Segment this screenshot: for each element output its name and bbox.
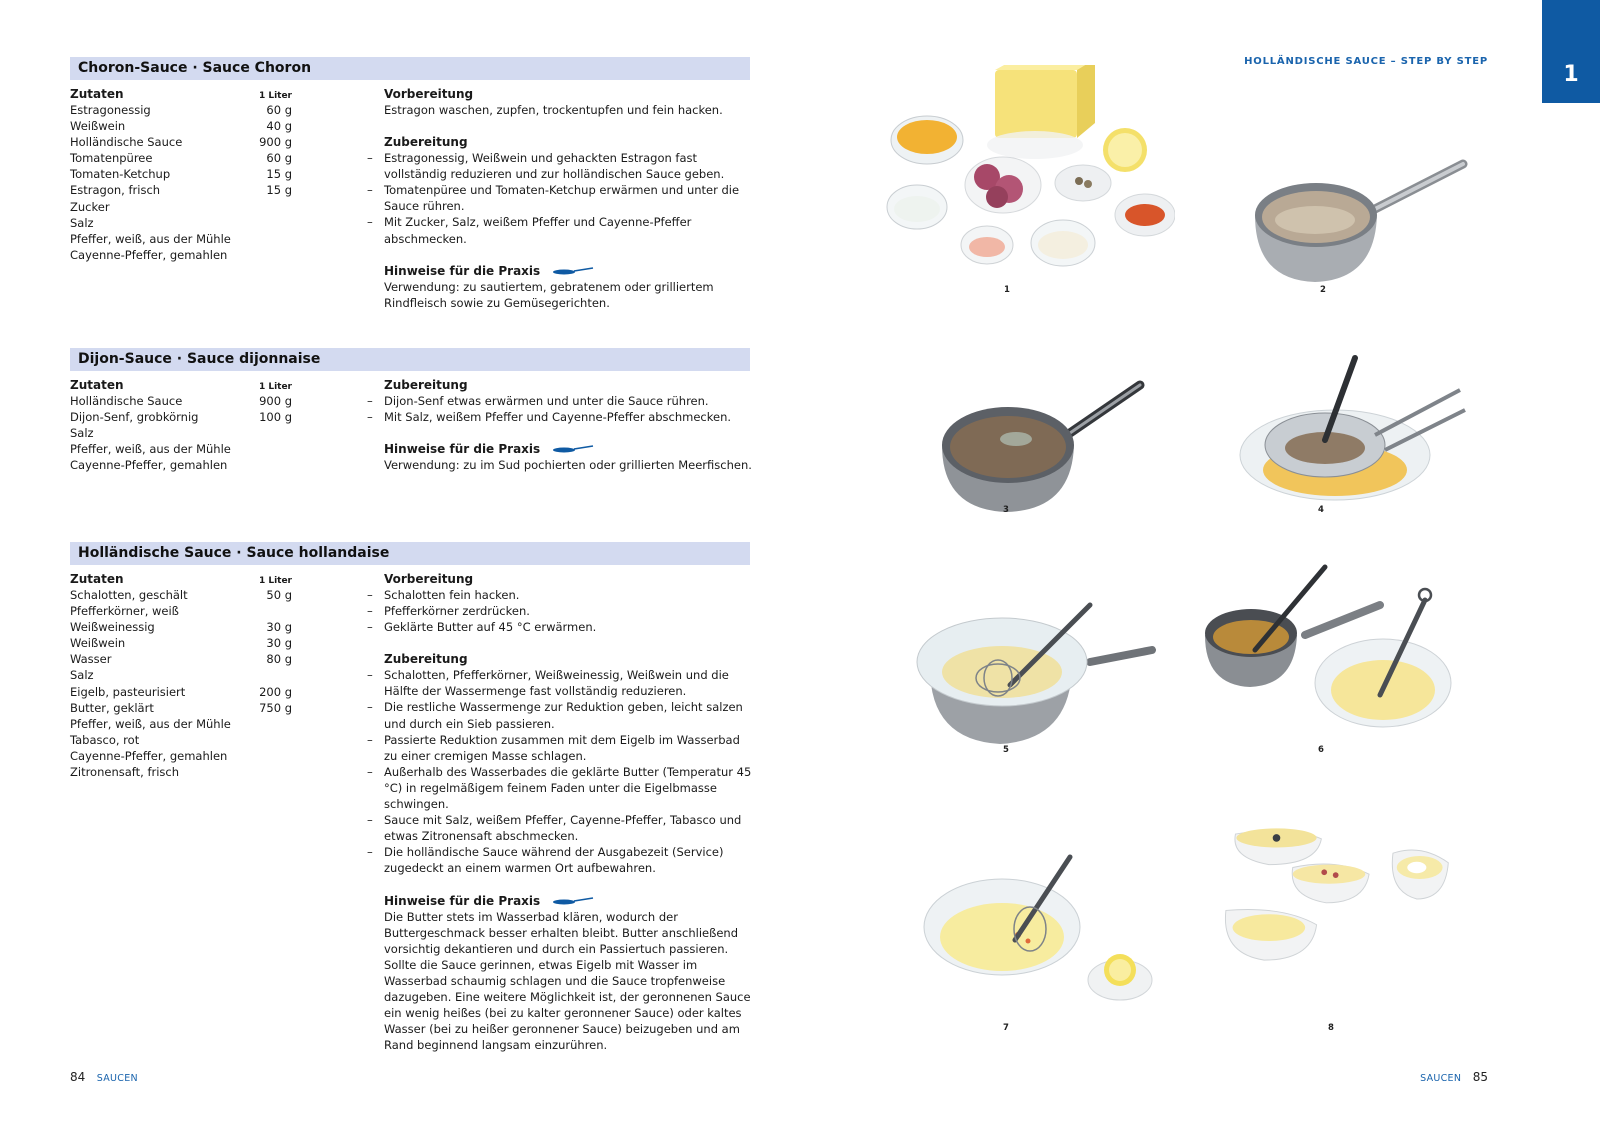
- method-step: [367, 699, 754, 731]
- ingredient-row: [70, 409, 292, 425]
- ingredient-qty: 60 g: [266, 151, 292, 166]
- yield-heading: 1 Liter: [258, 576, 292, 586]
- method-heading: Zubereitung: [384, 135, 468, 150]
- step-label-8: 8: [1328, 1023, 1334, 1033]
- ingredient-name: Weißwein: [70, 119, 126, 134]
- step-photo-2: [1245, 120, 1535, 330]
- ingredient-row: [70, 667, 292, 683]
- pan-icon: [552, 897, 594, 905]
- step-text: Mit Zucker, Salz, weißem Pfeffer und Cayenne-Pfeffer abschmecken.: [384, 215, 692, 246]
- step-label-2: 2: [1320, 285, 1326, 295]
- ingredient-name: Eigelb, pasteurisiert: [70, 684, 186, 699]
- preparation-column: [367, 86, 754, 311]
- hint-heading-text: Hinweise für die Praxis: [384, 263, 541, 278]
- yield-heading: 1 Liter: [258, 382, 292, 392]
- ingredient-name: Zucker: [70, 199, 110, 214]
- yield-heading: 1 Liter: [258, 91, 292, 101]
- step-dash: –: [367, 151, 373, 166]
- step-text: Geklärte Butter auf 45 °C erwärmen.: [384, 620, 597, 635]
- step-photo-1: [885, 65, 1175, 275]
- ingredient-name: Zitronensaft, frisch: [70, 765, 180, 780]
- method-step: [367, 393, 754, 409]
- ingredient-row: [70, 231, 292, 247]
- ingredient-row: [70, 651, 292, 667]
- method-step: [367, 587, 754, 603]
- ingredient-row: [70, 425, 292, 441]
- ingredient-row: [70, 134, 292, 150]
- section-label: SAUCEN: [96, 1073, 138, 1084]
- step-dash: –: [367, 668, 373, 683]
- hint-heading-text: Hinweise für die Praxis: [384, 893, 541, 908]
- ingredient-name: Dijon-Senf, grobkörnig: [70, 410, 199, 425]
- ingredient-row: [70, 215, 292, 231]
- ingredient-row: [70, 102, 292, 118]
- hint-heading-text: Hinweise für die Praxis: [384, 442, 541, 457]
- ingredients-heading: Zutaten: [70, 378, 124, 392]
- ingredient-qty: 60 g: [266, 103, 292, 117]
- ingredients-heading: Zutaten: [70, 572, 124, 586]
- method-step: [367, 214, 754, 246]
- ingredient-row: [70, 199, 292, 215]
- step-text: Die holländische Sauce während der Ausgabezeit (Service) zugedeckt an einem warmen Ort aufbewahren.: [384, 845, 724, 876]
- ingredient-qty: 30 g: [266, 636, 292, 651]
- hint-heading: [384, 441, 754, 457]
- step-photo-6: [1195, 555, 1485, 765]
- ingredient-row: [70, 764, 292, 780]
- recipe-title: Holländische Sauce · Sauce hollandaise: [70, 542, 750, 565]
- ingredient-row: [70, 166, 292, 182]
- hint-text: Verwendung: zu im Sud pochierten oder grillierten Meerfischen.: [384, 458, 752, 473]
- prep-heading: Vorbereitung: [384, 572, 474, 586]
- method-step: [367, 182, 754, 214]
- method-step: [367, 844, 754, 876]
- footer-left: [70, 1070, 138, 1084]
- ingredient-name: Holländische Sauce: [70, 394, 183, 408]
- chapter-number: 1: [1563, 62, 1579, 87]
- ingredient-name: Pfefferkörner, weiß: [70, 604, 179, 619]
- preparation-column: [367, 571, 754, 1053]
- ingredients-list: [70, 571, 292, 780]
- step-label-7: 7: [1003, 1023, 1009, 1033]
- page-number: 85: [1472, 1070, 1488, 1084]
- ingredient-qty: 80 g: [266, 652, 292, 667]
- pan-icon: [552, 445, 594, 453]
- step-dash: –: [367, 215, 373, 230]
- ingredient-qty: 40 g: [266, 119, 292, 134]
- step-dash: –: [367, 604, 373, 619]
- step-dash: –: [367, 410, 373, 425]
- method-step: [367, 667, 754, 699]
- ingredient-row: [70, 441, 292, 457]
- ingredient-qty: 200 g: [259, 684, 292, 699]
- ingredient-name: Pfeffer, weiß, aus der Mühle: [70, 231, 231, 246]
- ingredient-row: [70, 684, 292, 700]
- recipe-dijon: [70, 348, 750, 497]
- step-label-1: 1: [1004, 285, 1010, 295]
- ingredient-name: Wasser: [70, 652, 112, 667]
- ingredient-qty: 15 g: [266, 167, 292, 182]
- ingredient-qty: 750 g: [259, 700, 292, 715]
- ingredient-row: [70, 619, 292, 635]
- ingredient-name: Salz: [70, 668, 94, 683]
- ingredient-qty: 900 g: [259, 394, 292, 408]
- step-dash: –: [367, 813, 373, 828]
- ingredient-row: [70, 635, 292, 651]
- ingredient-row: [70, 393, 292, 409]
- hint-heading: [384, 263, 754, 279]
- method-heading: Zubereitung: [384, 652, 468, 667]
- ingredient-qty: 900 g: [259, 135, 292, 150]
- ingredient-name: Holländische Sauce: [70, 135, 183, 150]
- ingredient-name: Butter, geklärt: [70, 700, 154, 715]
- ingredient-name: Tomaten-Ketchup: [70, 167, 171, 182]
- section-label: SAUCEN: [1420, 1073, 1462, 1084]
- step-photo-7: [920, 840, 1210, 1050]
- ingredient-name: Weißweinessig: [70, 620, 155, 635]
- step-photo-5: [910, 575, 1200, 785]
- ingredients-list: [70, 377, 292, 473]
- running-header: HOLLÄNDISCHE SAUCE – STEP BY STEP: [1244, 56, 1488, 67]
- ingredients-heading: Zutaten: [70, 87, 124, 101]
- step-dash: –: [367, 620, 373, 635]
- ingredient-name: Pfeffer, weiß, aus der Mühle: [70, 442, 231, 457]
- method-step: [367, 812, 754, 844]
- step-label-4: 4: [1318, 505, 1324, 515]
- method-step: [367, 150, 754, 182]
- ingredient-name: Estragon, frisch: [70, 183, 161, 198]
- step-photo-4: [1225, 330, 1515, 540]
- ingredient-qty: 50 g: [266, 588, 292, 602]
- ingredient-row: [70, 182, 292, 198]
- method-heading: Zubereitung: [384, 378, 468, 392]
- step-dash: –: [367, 700, 373, 715]
- step-label-6: 6: [1318, 745, 1324, 755]
- step-text: Schalotten, Pfefferkörner, Weißweinessig, Weißwein und die Hälfte der Wassermenge fast vollständig reduzieren.: [384, 668, 729, 699]
- recipe-title: Choron-Sauce · Sauce Choron: [70, 57, 750, 80]
- pan-icon: [552, 267, 594, 275]
- step-dash: –: [367, 845, 373, 860]
- method-step: [367, 764, 754, 812]
- step-dash: –: [367, 394, 373, 408]
- ingredient-qty: 15 g: [266, 183, 292, 198]
- ingredient-name: Cayenne-Pfeffer, gemahlen: [70, 748, 228, 763]
- ingredient-row: [70, 603, 292, 619]
- ingredient-name: Pfeffer, weiß, aus der Mühle: [70, 716, 231, 731]
- method-step: [367, 603, 754, 619]
- step-dash: –: [367, 588, 373, 602]
- hint-heading: [384, 893, 754, 909]
- step-text: Pfefferkörner zerdrücken.: [384, 604, 530, 619]
- footer-right: [1420, 1070, 1488, 1084]
- ingredient-row: [70, 732, 292, 748]
- step-dash: –: [367, 764, 373, 779]
- step-text: Außerhalb des Wasserbades die geklärte Butter (Temperatur 45 °C) in regelmäßigem feinem Faden unter die Eigelbmasse schwingen.: [384, 764, 752, 812]
- step-text: Schalotten fein hacken.: [384, 588, 520, 602]
- step-text: Mit Salz, weißem Pfeffer und Cayenne-Pfeffer abschmecken.: [384, 410, 732, 425]
- step-text: Passierte Reduktion zusammen mit dem Eigelb im Wasserbad zu einer cremigen Masse schlagen.: [384, 732, 740, 763]
- ingredient-row: [70, 457, 292, 473]
- page-number: 84: [70, 1070, 86, 1084]
- ingredient-name: Cayenne-Pfeffer, gemahlen: [70, 458, 228, 473]
- chapter-tab: [1542, 0, 1600, 103]
- ingredient-row: [70, 118, 292, 134]
- ingredient-row: [70, 247, 292, 263]
- step-text: Sauce mit Salz, weißem Pfeffer, Cayenne-Pfeffer, Tabasco und etwas Zitronensaft abschmecken.: [384, 813, 742, 844]
- prep-text: Estragon waschen, zupfen, trockentupfen und fein hacken.: [384, 103, 723, 117]
- ingredient-name: Salz: [70, 215, 94, 230]
- recipe-choron: [70, 57, 750, 336]
- method-step: [367, 619, 754, 635]
- step-label-5: 5: [1003, 745, 1009, 755]
- ingredient-row: [70, 716, 292, 732]
- step-text: Die restliche Wassermenge zur Reduktion geben, leicht salzen und durch ein Sieb passieren.: [384, 700, 743, 731]
- step-dash: –: [367, 183, 373, 198]
- ingredient-row: [70, 748, 292, 764]
- ingredient-name: Cayenne-Pfeffer, gemahlen: [70, 247, 228, 262]
- ingredient-name: Tabasco, rot: [70, 732, 140, 747]
- step-dash: –: [367, 732, 373, 747]
- step-label-3: 3: [1003, 505, 1009, 515]
- recipe-hollandaise: [70, 542, 752, 1053]
- step-text: Estragonessig, Weißwein und gehackten Estragon fast vollständig reduzieren und zur holländischen Sauce geben.: [384, 151, 725, 182]
- method-step: [367, 409, 754, 425]
- prep-heading: Vorbereitung: [384, 87, 474, 101]
- ingredient-name: Tomatenpüree: [70, 151, 153, 166]
- ingredient-qty: 30 g: [266, 620, 292, 635]
- ingredient-name: Estragonessig: [70, 103, 151, 117]
- ingredient-name: Salz: [70, 426, 94, 441]
- step-text: Dijon-Senf etwas erwärmen und unter die Sauce rühren.: [384, 394, 709, 408]
- preparation-column: [367, 377, 754, 473]
- ingredient-qty: 100 g: [259, 410, 292, 425]
- ingredient-row: [70, 587, 292, 603]
- recipe-title: Dijon-Sauce · Sauce dijonnaise: [70, 348, 750, 371]
- step-text: Tomatenpüree und Tomaten-Ketchup erwärmen und unter die Sauce rühren.: [384, 183, 740, 214]
- hint-text: Verwendung: zu sautiertem, gebratenem oder grilliertem Rindfleisch sowie zu Gemüsegerichten.: [384, 279, 714, 310]
- hint-text: Die Butter stets im Wasserbad klären, wodurch der Buttergeschmack besser erhalten bleibt. Butter anschließend vorsichtig dekantieren und durch ein Passiertuch passieren. Sollte die Sauce gerinnen, etwas Eigelb mit Wasser im Wasserbad schaumig schlagen und die Sauce tropfenweise dazugeben. Eine weitere Möglichkeit ist, der geronnenen Sauce ein wenig heißes (bei zu kalter geronnener Sauce) oder kaltes Wasser (bei zu heißer geronnener Sauce) beizugeben und am Rand beginnend langsam einzurühren.: [384, 909, 751, 1053]
- ingredient-row: [70, 700, 292, 716]
- method-step: [367, 732, 754, 764]
- step-photo-3: [940, 345, 1230, 555]
- ingredients-list: [70, 86, 292, 263]
- right-page: [800, 0, 1600, 1131]
- step-photo-8: [1205, 815, 1495, 1025]
- ingredient-row: [70, 150, 292, 166]
- ingredient-name: Weißwein: [70, 636, 126, 651]
- ingredient-name: Schalotten, geschält: [70, 588, 188, 602]
